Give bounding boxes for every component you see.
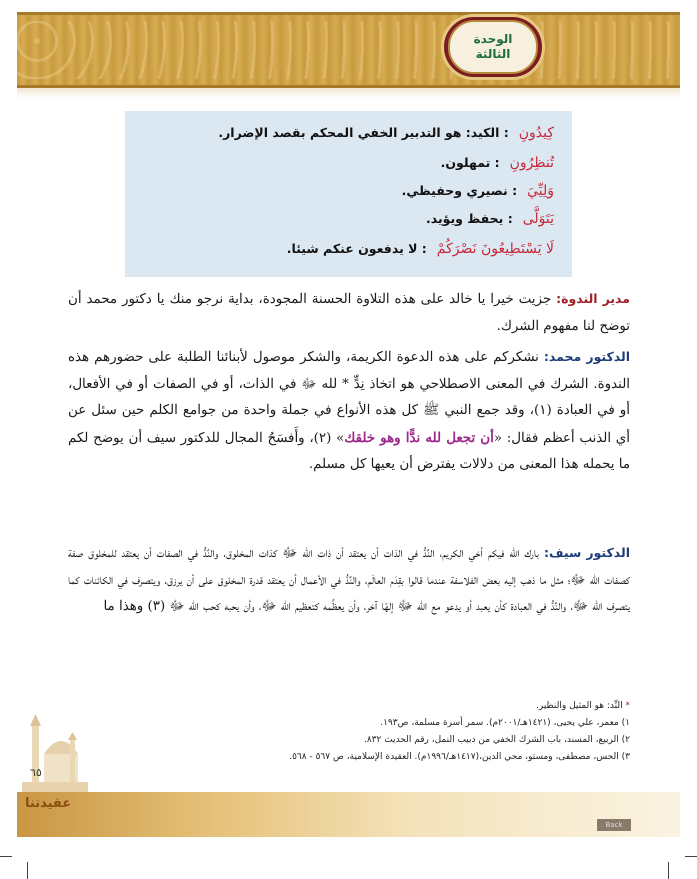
footnote-star: * النِّد: هو المثيل والنظير. xyxy=(536,701,630,711)
vocab-term: لَا يَسْتَطِيعُونَ نَصْرَكُمْ xyxy=(436,241,554,257)
vocab-row xyxy=(426,211,554,227)
page-number: ٦٥ xyxy=(30,766,42,779)
unit-label-line1: الوحدة xyxy=(473,32,513,46)
footer-banner xyxy=(17,792,680,837)
dr-mohammed-label: الدكتور محمد: xyxy=(543,349,630,364)
vocab-definition: : يحفظ ويؤيد. xyxy=(425,211,513,226)
dr-saif-label: الدكتور سيف: xyxy=(543,545,630,560)
vocab-row xyxy=(441,155,554,171)
vocab-row xyxy=(218,125,554,141)
vocab-term: وَلِيِّيَ xyxy=(527,183,554,199)
mosque-illustration xyxy=(18,712,93,792)
vocab-definition: : نصيري وحفيظي. xyxy=(401,183,518,198)
footnote-item: ٣) الحس، مصطفى، ومستو، محي الدين،(١٤١٧هـ/١٩٩٦م). العقيدة الإسلامية، ص ٥٦٧ - ٥٦٨. xyxy=(289,752,630,762)
crop-mark xyxy=(27,862,28,879)
vocab-row xyxy=(287,241,554,257)
unit-badge-inner xyxy=(448,20,538,74)
header-banner xyxy=(17,12,680,88)
unit-label-line2: الثالثة xyxy=(475,47,511,61)
dr-saif-text: بارك الله فيكم أخي الكريم، النِّدُّ في الذات أن يعتقد أن ذات الله ﷻ كذات المخلوق، والنِّدُّ في الصفات أن يعتقد للمخلوق صفة كصفات الله ﷻ؛ مثل ما ذهب إليه بعض الفلاسفة عندما قالوا بقِدَم العالَم، والنِّدُّ في الأعمال أن يعتقد قدرة المخلوق على أن يرزق، ويتصرف في الكائنات كما يتصرف الله ﷻ، والنِّدُّ في العبادة كأن يعبد أو يدعو مع الله ﷻ إلهًا آخر، وأن يعظِّمه كتعظيم الله ﷻ، وأن يحبه كحب الله ﷻ (٣) وهذا ما xyxy=(68,546,630,615)
dr-mohammed-text-2: » (٢)، وأَفسَحُ المجال للدكتور سيف أن يوضح لكم ما يحمله هذا المعنى من دلالات يفترض أن يعيها كل مسلم. xyxy=(68,430,630,473)
crop-mark xyxy=(668,862,669,879)
crop-mark xyxy=(0,856,12,857)
book-title: عقيدتنا xyxy=(25,796,72,811)
unit-badge xyxy=(441,14,545,80)
vocab-row xyxy=(402,183,554,199)
footnote-item: ١) معمر، علي يحيى، (١٤٢١هـ/٢٠٠١م). سمر أسرة مسلمة، ص١٩٣. xyxy=(380,718,630,728)
moderator-text: جزيت خيرا يا خالد على هذه التلاوة الحسنة المجودة، بداية نرجو منك يا دكتور محمد أن توضح لنا مفهوم الشرك. xyxy=(68,292,630,334)
vocab-term: تُنظِرُونِ xyxy=(509,155,554,171)
moderator-paragraph xyxy=(68,286,630,340)
dr-saif-paragraph xyxy=(68,540,630,621)
footer-tab: Back xyxy=(597,819,631,831)
crop-mark xyxy=(685,856,697,857)
hadith-quote: أن تجعل لله ندًّا وهو خلقك xyxy=(344,429,494,446)
vocab-definition: : الكيد: هو التدبير الخفي المحكم بقصد الإضرار. xyxy=(218,125,509,140)
header-shadow xyxy=(17,88,680,98)
footnote-star-text: النِّد: هو المثيل والنظير. xyxy=(536,701,623,711)
footnote-item: ٢) الربيع، المسند، باب الشرك الخفي من دبيب النمل، رقم الحديث ٨٣٢. xyxy=(363,735,630,745)
vocab-term: كِيدُونِ xyxy=(518,125,554,141)
vocab-definition: : تمهلون. xyxy=(440,155,500,170)
vocab-term: يَتَوَلَّى xyxy=(522,211,554,227)
vocabulary-box xyxy=(125,111,572,277)
vocab-definition: : لا يدفعون عنكم شيئا. xyxy=(286,241,427,256)
header-pattern xyxy=(17,21,680,79)
dr-mohammed-paragraph xyxy=(68,344,630,479)
footnotes xyxy=(110,698,630,766)
moderator-label: مدير الندوة: xyxy=(556,291,631,306)
dr-mohammed-text: نشكركم على هذه الدعوة الكريمة، والشكر موصول لأبنائنا الطلبة على حضورهم هذه الندوة. الشرك في المعنى الاصطلاحي هو اتخاذ نِدٍّ * لله ﷻ في الذات، أو في الصفات أو في الأفعال، أو في العبادة (١)، وقد جمع النبي ﷺ كل هذه الأنواع في جملة واحدة من جوامع الكلم حين سئل عن أي الذنب أعظم فقال: « xyxy=(68,350,631,446)
